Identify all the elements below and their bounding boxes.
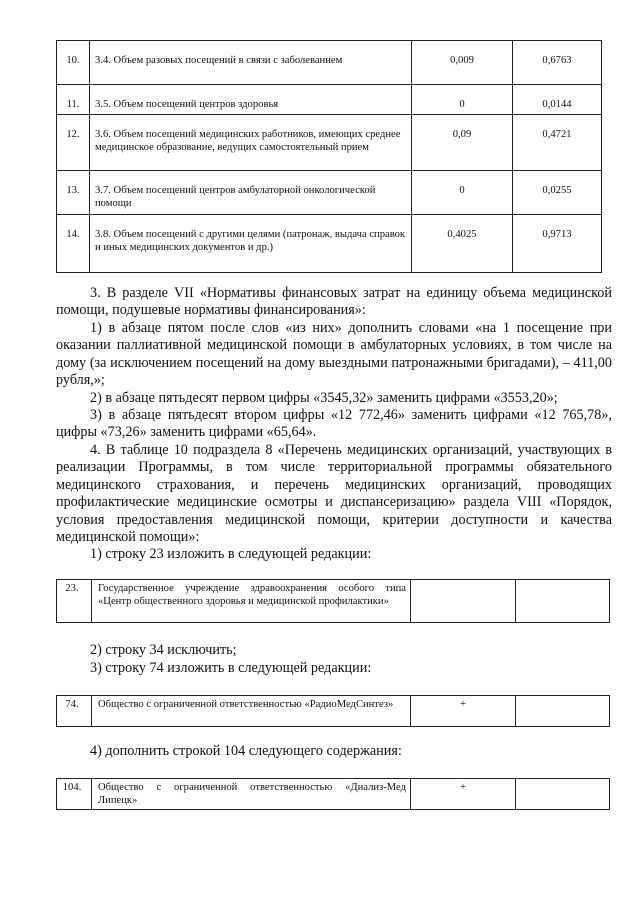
- table-row: [57, 779, 610, 810]
- row-value-1: 0,09: [412, 115, 513, 171]
- row-value-2: 0,6763: [513, 41, 602, 85]
- row-description: 3.8. Объем посещений с другими целями (патронаж, выдача справок и иных медицинских документов и др.): [90, 215, 412, 273]
- paragraph-section-8: 4. В таблице 10 подраздела 8 «Перечень медицинских организаций, участвующих в реализации Программы, в том числе территориальной программы обязательного медицинского страхования, и перечень медицинских организаций, проводящих профилактические медицинские осмотры и диспансеризацию» раздела VIII «Порядок, условия предоставления медицинской помощи, критерии доступности и качества медицинской помощи»:: [56, 442, 612, 546]
- table-row: [57, 580, 610, 623]
- row-number: 12.: [57, 115, 90, 171]
- row-number: 74.: [57, 696, 92, 727]
- table-row: [57, 85, 602, 115]
- row-number: 23.: [57, 580, 92, 623]
- row-description: Общество с ограниченной ответственностью «Диализ-Мед Липецк»: [92, 779, 411, 810]
- row-description: 3.5. Объем посещений центров здоровья: [90, 85, 412, 115]
- row-74-table: [56, 695, 610, 727]
- table-row: [57, 171, 602, 215]
- paragraph-row-104-instruction: 4) дополнить строкой 104 следующего содержания:: [90, 743, 402, 759]
- row-value-2: 0,0144: [513, 85, 602, 115]
- row-cell-1: +: [411, 779, 516, 810]
- row-value-1: 0,009: [412, 41, 513, 85]
- row-value-1: 0: [412, 85, 513, 115]
- row-number: 11.: [57, 85, 90, 115]
- table-row: [57, 115, 602, 171]
- row-value-1: 0,4025: [412, 215, 513, 273]
- row-cell-2: [516, 779, 610, 810]
- paragraph-row-74-instruction: 3) строку 74 изложить в следующей редакции:: [90, 660, 372, 676]
- row-description: 3.6. Объем посещений медицинских работников, имеющих среднее медицинское образование, ведущих самостоятельный прием: [90, 115, 412, 171]
- row-23-table: [56, 579, 610, 623]
- row-number: 10.: [57, 41, 90, 85]
- row-value-2: 0,0255: [513, 171, 602, 215]
- row-value-2: 0,4721: [513, 115, 602, 171]
- row-number: 104.: [57, 779, 92, 810]
- table-row: [57, 696, 610, 727]
- row-description: 3.7. Объем посещений центров амбулаторной онкологической помощи: [90, 171, 412, 215]
- paragraph-section-7: 3. В разделе VII «Нормативы финансовых затрат на единицу объема медицинской помощи, подушевые нормативы финансирования»:: [56, 285, 612, 319]
- row-value-2: 0,9713: [513, 215, 602, 273]
- row-cell-1: +: [411, 696, 516, 727]
- table-row: [57, 41, 602, 85]
- row-cell-2: [516, 580, 610, 623]
- table-row: [57, 215, 602, 273]
- volume-table: [56, 40, 602, 273]
- row-number: 14.: [57, 215, 90, 273]
- paragraph-item-1: 1) в абзаце пятом после слов «из них» дополнить словами «на 1 посещение при оказании паллиативной медицинской помощи в амбулаторных условиях, в том числе на дому (за исключением посещений на дому выездными патронажными бригадами), – 411,00 рубля,»;: [56, 320, 612, 389]
- row-value-1: 0: [412, 171, 513, 215]
- row-104-table: [56, 778, 610, 810]
- row-cell-2: [516, 696, 610, 727]
- row-description: 3.4. Объем разовых посещений в связи с заболеванием: [90, 41, 412, 85]
- row-description: Государственное учреждение здравоохранения особого типа «Центр общественного здоровья и медицинской профилактики»: [92, 580, 411, 623]
- paragraph-item-3: 3) в абзаце пятьдесят втором цифры «12 772,46» заменить цифрами «12 765,78», цифры «73,26» заменить цифрами «65,64».: [56, 407, 612, 441]
- paragraph-row-34-instruction: 2) строку 34 исключить;: [90, 642, 237, 658]
- paragraph-item-2: 2) в абзаце пятьдесят первом цифры «3545,32» заменить цифрами «3553,20»;: [90, 390, 558, 406]
- row-number: 13.: [57, 171, 90, 215]
- row-cell-1: [411, 580, 516, 623]
- row-description: Общество с ограниченной ответственностью «РадиоМедСинтез»: [92, 696, 411, 727]
- paragraph-row-23-instruction: 1) строку 23 изложить в следующей редакции:: [90, 546, 372, 562]
